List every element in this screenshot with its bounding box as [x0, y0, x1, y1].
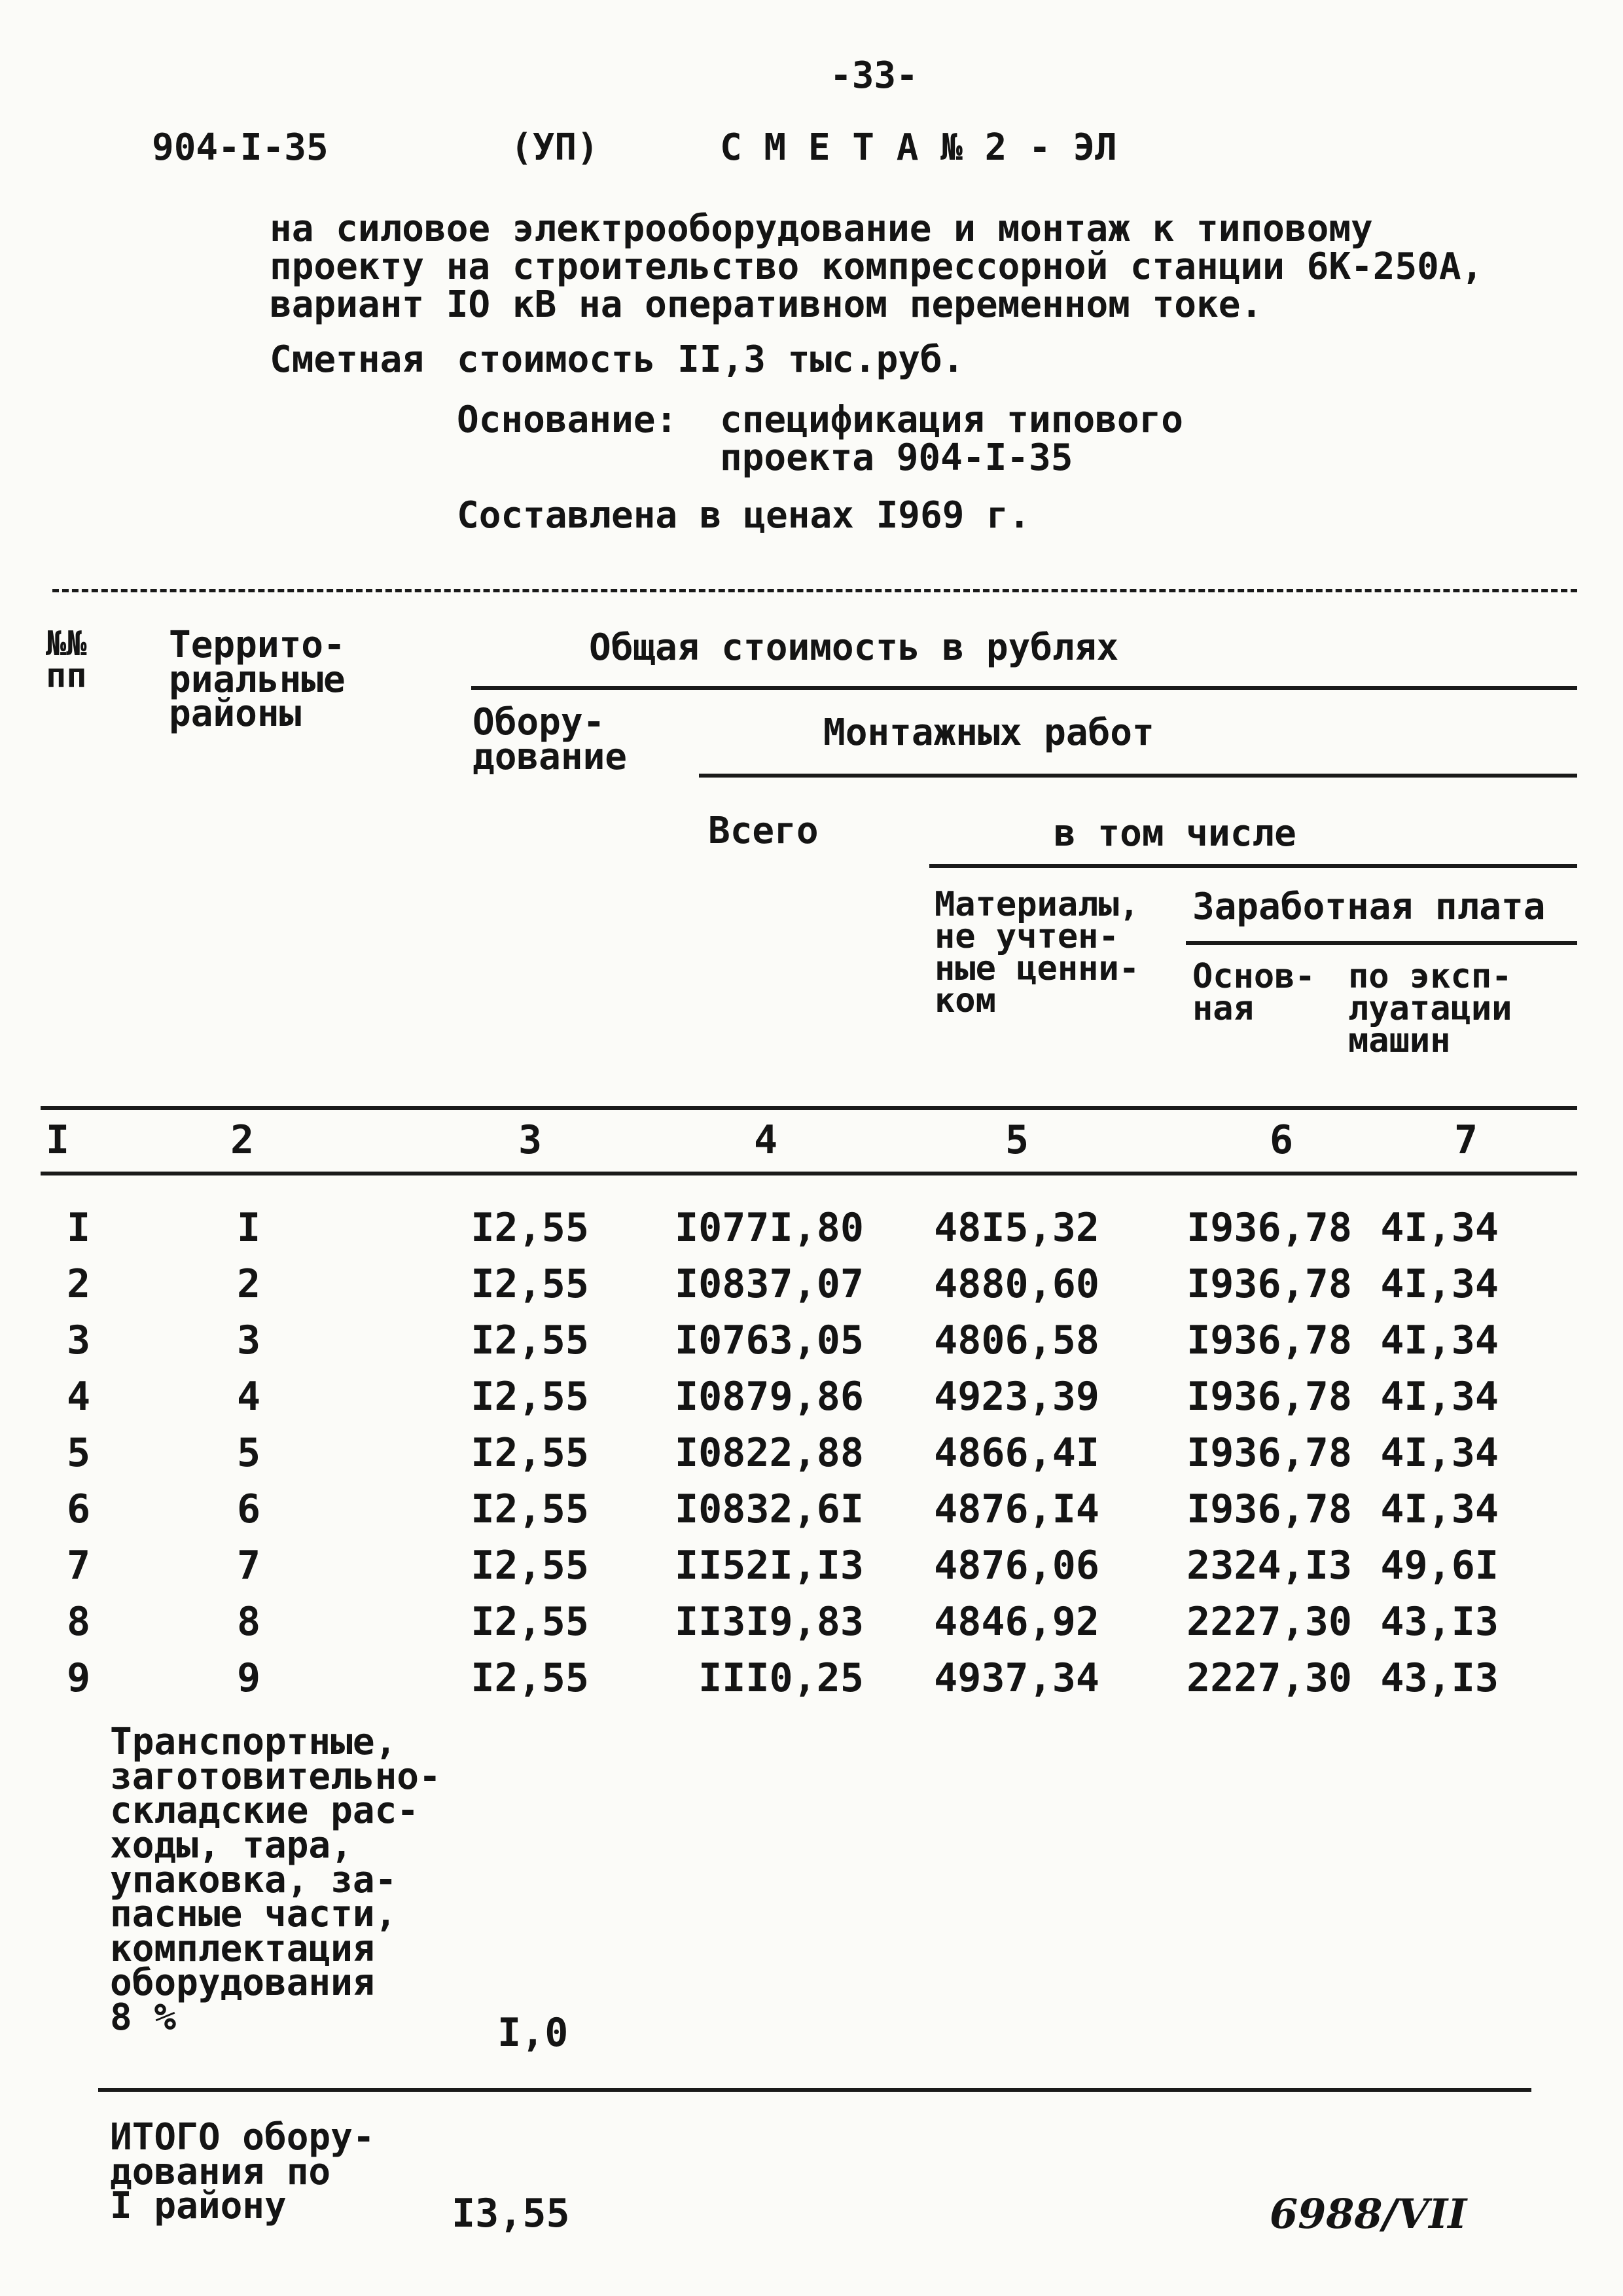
table-cell: I — [66, 1205, 91, 1251]
page-number: -33- — [830, 54, 918, 97]
table-cell: 4I,34 — [1380, 1430, 1499, 1476]
column-number: 5 — [1005, 1117, 1029, 1163]
header-number: №№ пп — [46, 624, 87, 696]
table-cell: 4937,34 — [934, 1655, 1099, 1701]
cost-label: Сметная — [270, 338, 425, 381]
total-separator-rule — [98, 2088, 1531, 2092]
table-cell: 3 — [66, 1318, 91, 1363]
table-cell: 4846,92 — [934, 1599, 1099, 1645]
table-cell: 4866,4I — [934, 1430, 1099, 1476]
table-cell: 8 — [236, 1599, 261, 1645]
table-cell: 4880,60 — [934, 1261, 1099, 1307]
table-cell: I2,55 — [471, 1261, 589, 1307]
header-rule-3 — [929, 864, 1577, 868]
table-cell: 5 — [236, 1430, 261, 1476]
table-cell: 4I,34 — [1380, 1261, 1499, 1307]
table-cell: 4876,06 — [934, 1543, 1099, 1588]
header-including: в том числе — [1054, 812, 1296, 855]
table-cell: I0832,6I — [675, 1486, 864, 1532]
table-cell: 4I,34 — [1380, 1374, 1499, 1420]
header-wages-main: Основ- ная — [1192, 957, 1315, 1028]
table-cell: I2,55 — [471, 1655, 589, 1701]
prices-text: Составлена в ценах I969 г. — [457, 494, 1031, 537]
table-cell: I0763,05 — [675, 1318, 864, 1363]
table-cell: I936,78 — [1186, 1486, 1352, 1532]
basis-text-1: спецификация типового — [720, 399, 1184, 441]
archive-signature: 6988/VII — [1270, 2190, 1467, 2238]
table-cell: I936,78 — [1186, 1430, 1352, 1476]
table-cell: I077I,80 — [675, 1205, 864, 1251]
table-cell: 6 — [66, 1486, 91, 1532]
table-cell: II3I9,83 — [675, 1599, 864, 1645]
table-cell: 2227,30 — [1186, 1599, 1352, 1645]
header-wages-machines: по эксп- луатации машин — [1348, 957, 1512, 1060]
column-number: 2 — [230, 1117, 255, 1163]
total-label: ИТОГО обору- дования по I району — [110, 2116, 375, 2228]
table-cell: 49,6I — [1380, 1543, 1499, 1588]
header-rule-2 — [699, 774, 1577, 778]
table-cell: I0822,88 — [675, 1430, 864, 1476]
total-value: I3,55 — [452, 2191, 570, 2236]
table-cell: 2227,30 — [1186, 1655, 1352, 1701]
table-cell: 4923,39 — [934, 1374, 1099, 1420]
top-separator — [52, 589, 1577, 597]
table-cell: 9 — [236, 1655, 261, 1701]
header-installation: Монтажных работ — [823, 711, 1154, 754]
table-cell: 2 — [66, 1261, 91, 1307]
header-rule-4 — [1186, 941, 1577, 945]
basis-text-2: проекта 904-I-35 — [720, 437, 1073, 479]
table-cell: I936,78 — [1186, 1374, 1352, 1420]
table-cell: 3 — [236, 1318, 261, 1363]
table-cell: 48I5,32 — [934, 1205, 1099, 1251]
stage-label: (УП) — [510, 126, 599, 169]
table-cell: I936,78 — [1186, 1318, 1352, 1363]
column-numbers-rule — [41, 1172, 1577, 1175]
table-cell: II52I,I3 — [675, 1543, 864, 1588]
table-cell: I936,78 — [1186, 1261, 1352, 1307]
table-cell: 7 — [236, 1543, 261, 1588]
table-cell: 4 — [236, 1374, 261, 1420]
header-regions: Террито- риальные районы — [169, 624, 346, 736]
table-cell: 2 — [236, 1261, 261, 1307]
header-rule-1 — [471, 686, 1577, 690]
table-cell: 2324,I3 — [1186, 1543, 1352, 1588]
column-number: 7 — [1454, 1117, 1478, 1163]
document-title: С М Е Т А № 2 - ЭЛ — [720, 126, 1117, 169]
table-cell: 8 — [66, 1599, 91, 1645]
column-number: 3 — [518, 1117, 543, 1163]
description-line-2: проекту на строительство компрессорной станции 6К-250А, — [270, 245, 1484, 288]
column-number: 6 — [1270, 1117, 1294, 1163]
table-cell: 4 — [66, 1374, 91, 1420]
table-cell: I — [236, 1205, 261, 1251]
transport-value: I,0 — [497, 2010, 569, 2056]
table-cell: I2,55 — [471, 1486, 589, 1532]
table-cell: I2,55 — [471, 1430, 589, 1476]
table-cell: I2,55 — [471, 1374, 589, 1420]
table-cell: I2,55 — [471, 1599, 589, 1645]
header-bottom-rule — [41, 1106, 1577, 1110]
header-total-cost: Общая стоимость в рублях — [589, 626, 1119, 669]
description-line-3: вариант IО кВ на оперативном переменном токе. — [270, 283, 1263, 326]
column-number: 4 — [754, 1117, 778, 1163]
cost-text: стоимость II,3 тыс.руб. — [457, 338, 965, 381]
table-cell: 43,I3 — [1380, 1655, 1499, 1701]
table-cell: 4I,34 — [1380, 1318, 1499, 1363]
header-equipment: Обору- дование — [473, 701, 628, 778]
column-number: I — [46, 1117, 70, 1163]
header-total: Всего — [708, 810, 819, 852]
table-cell: I0879,86 — [675, 1374, 864, 1420]
table-cell: I0837,07 — [675, 1261, 864, 1307]
table-cell: 4I,34 — [1380, 1486, 1499, 1532]
table-cell: 7 — [66, 1543, 91, 1588]
table-cell: 4876,I4 — [934, 1486, 1099, 1532]
transport-label: Транспортные, заготовительно- складские рас- ходы, тара, упаковка, за- пасные части, комплектация оборудования 8 % — [110, 1721, 441, 2039]
table-cell: I936,78 — [1186, 1205, 1352, 1251]
table-cell: 6 — [236, 1486, 261, 1532]
table-cell: I2,55 — [471, 1205, 589, 1251]
table-cell: 4806,58 — [934, 1318, 1099, 1363]
table-cell: III0,25 — [698, 1655, 864, 1701]
document-code: 904-I-35 — [152, 126, 329, 169]
table-cell: 5 — [66, 1430, 91, 1476]
table-cell: I2,55 — [471, 1318, 589, 1363]
header-materials: Материалы, не учтен- ные ценни- ком — [935, 885, 1140, 1020]
basis-label: Основание: — [457, 399, 678, 441]
description-line-1: на силовое электрооборудование и монтаж к типовому — [270, 207, 1373, 250]
header-wages: Заработная плата — [1192, 886, 1546, 928]
table-cell: I2,55 — [471, 1543, 589, 1588]
table-cell: 4I,34 — [1380, 1205, 1499, 1251]
table-cell: 9 — [66, 1655, 91, 1701]
table-cell: 43,I3 — [1380, 1599, 1499, 1645]
